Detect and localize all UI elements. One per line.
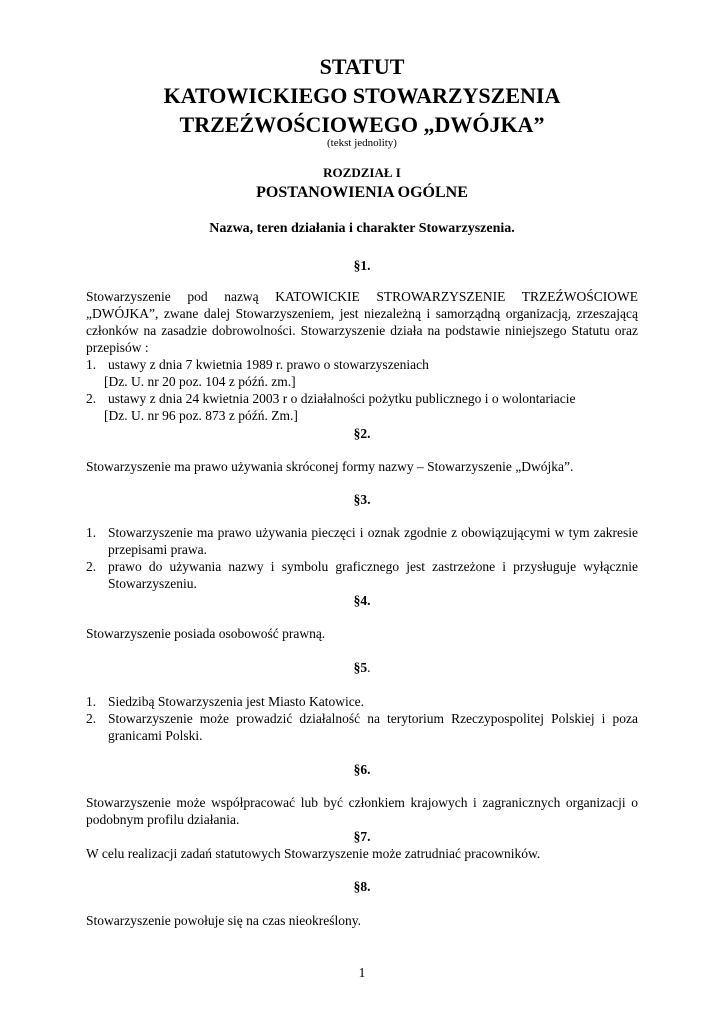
paragraph-mark-4: §4. — [353, 593, 371, 608]
paragraph-mark-1: §1. — [353, 258, 371, 273]
list-item-number: 1. — [86, 525, 97, 540]
paragraph-mark-5-dot: . — [367, 660, 371, 675]
paragraph-8-text: Stowarzyszenie powołuje się na czas nieokreślony. — [86, 913, 362, 928]
paragraph-mark-5 — [0, 659, 724, 676]
list-item-number: 2. — [86, 391, 97, 406]
list-item-text: Siedzibą Stowarzyszenia jest Miasto Katowice. — [108, 694, 365, 709]
paragraph-2-text: Stowarzyszenie ma prawo używania skróconej formy nazwy – Stowarzyszenie „Dwójka”. — [86, 459, 574, 474]
list-item-number: 1. — [86, 694, 97, 709]
paragraph-1-text: Stowarzyszenie pod nazwą KATOWICKIE STROWARZYSZENIE TRZEŹWOŚCIOWE „DWÓJKA”, zwane dalej Stowarzyszeniem, jest niezależną i samorządną organizacją, zrzeszającą członków na zasadzie dobrowolności. Stowarzyszenie działa na podstawie niniejszego Statutu oraz przepisów : — [86, 289, 638, 355]
legal-reference: [Dz. U. nr 96 poz. 873 z późń. Zm.] — [104, 408, 298, 423]
paragraph-3-body — [86, 524, 638, 592]
list-item — [86, 693, 638, 710]
list-item-number: 1. — [86, 357, 97, 372]
paragraph-mark-3: §3. — [353, 492, 371, 507]
paragraph-mark-6: §6. — [353, 762, 371, 777]
paragraph-mark-5-symbol: §5 — [353, 660, 368, 675]
paragraph-4-text: Stowarzyszenie posiada osobowość prawną. — [86, 626, 326, 641]
list-item-number: 2. — [86, 711, 97, 726]
list-item-text: Stowarzyszenie ma prawo używania pieczęci i oznak zgodnie z obowiązującymi w tym zakresie przepisami prawa. — [108, 525, 638, 557]
page-number: 1 — [358, 965, 366, 980]
list-item — [86, 710, 638, 744]
list-item-number: 2. — [86, 559, 97, 574]
statute-subtitle: (tekst jednolity) — [327, 137, 397, 149]
legal-reference: [Dz. U. nr 20 poz. 104 z późń. zm.] — [104, 374, 296, 389]
paragraph-mark-2: §2. — [353, 426, 371, 441]
paragraph-mark-7: §7. — [353, 829, 371, 844]
list-item-text: ustawy z dnia 24 kwietnia 2003 r o działalności pożytku publicznego i o wolontariacie — [108, 391, 576, 406]
paragraph-6-text: Stowarzyszenie może współpracować lub być członkiem krajowych i zagranicznych organizacji o podobnym profilu działania. — [86, 795, 638, 827]
statute-title-line-1: STATUT — [319, 54, 405, 79]
paragraph-7-text: W celu realizacji zadań statutowych Stowarzyszenie może zatrudniać pracowników. — [86, 846, 541, 861]
chapter-number: ROZDZIAŁ I — [323, 165, 401, 180]
list-item — [86, 390, 638, 407]
list-item-text: ustawy z dnia 7 kwietnia 1989 r. prawo o stowarzyszeniach — [108, 357, 429, 372]
statute-title-line-3: TRZEŹWOŚCIOWEGO „DWÓJKA” — [179, 112, 545, 137]
paragraph-mark-8: §8. — [353, 879, 371, 894]
list-item-text: prawo do używania nazwy i symbolu graficznego jest zastrzeżone i przysługuje wyłącznie Stowarzyszeniu. — [108, 559, 638, 591]
list-item-text: Stowarzyszenie może prowadzić działalność na terytorium Rzeczypospolitej Polskiej i poza granicami Polski. — [108, 711, 638, 743]
list-item — [86, 356, 638, 373]
section-heading: Nazwa, teren działania i charakter Stowarzyszenia. — [209, 221, 515, 236]
paragraph-5-body — [86, 693, 638, 744]
paragraph-1-body — [86, 288, 638, 424]
chapter-name: POSTANOWIENIA OGÓLNE — [256, 184, 468, 201]
statute-title-line-2: KATOWICKIEGO STOWARZYSZENIA — [163, 83, 561, 108]
list-item — [86, 558, 638, 592]
list-item — [86, 524, 638, 558]
